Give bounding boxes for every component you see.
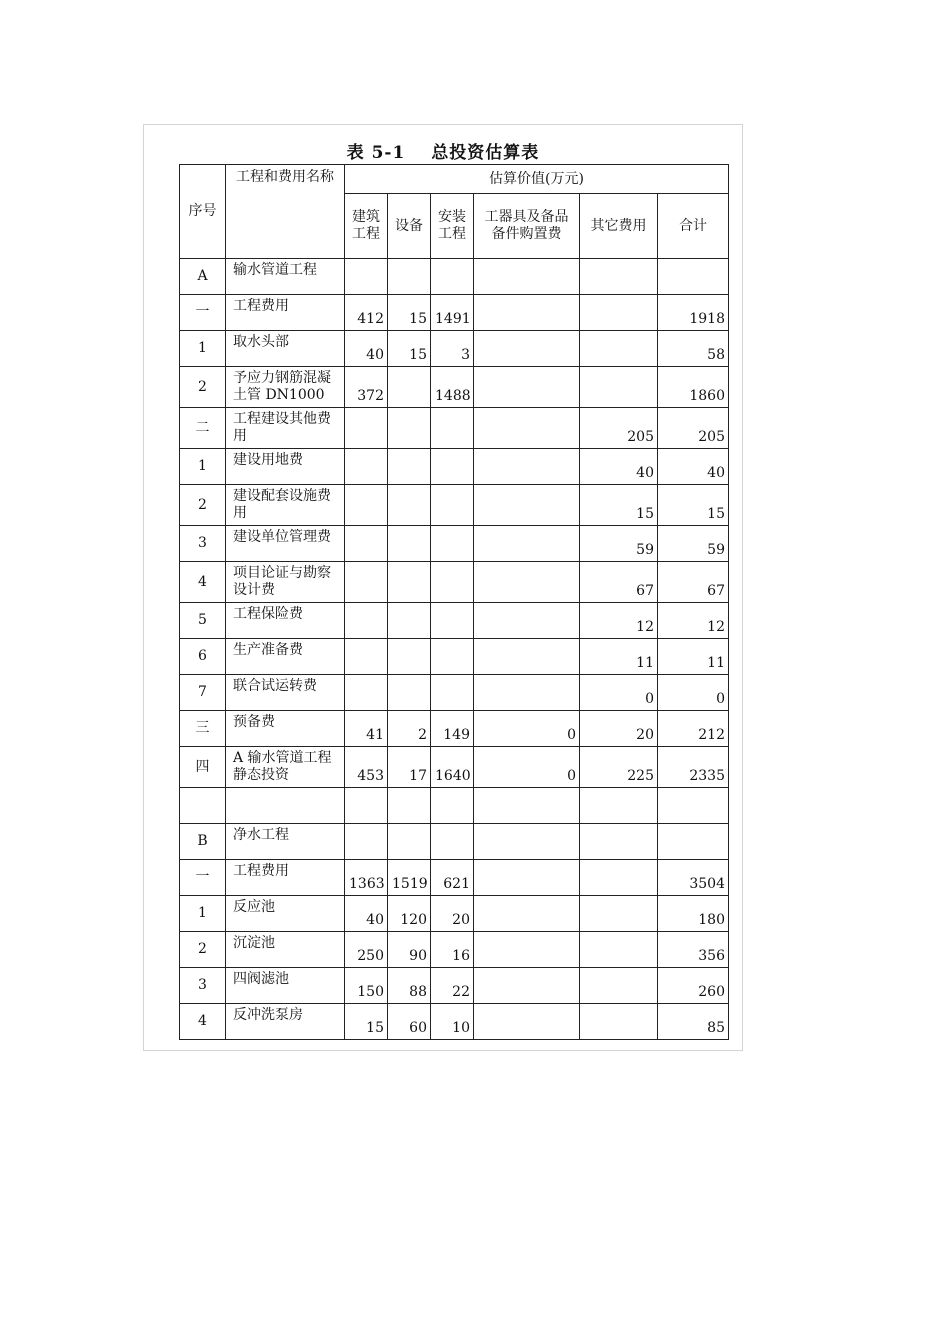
value-cell	[474, 526, 580, 562]
header-index: 序号	[180, 165, 226, 259]
row-index: 一	[180, 860, 226, 896]
value-cell: 250	[345, 932, 388, 968]
row-name-line: 用	[233, 428, 247, 444]
value-cell	[580, 367, 658, 408]
value-cell	[345, 603, 388, 639]
value-cell: 372	[345, 367, 388, 408]
value-cell: 20	[580, 711, 658, 747]
value-cell: 1363	[345, 860, 388, 896]
row-name	[226, 675, 345, 711]
value-cell: 15	[388, 331, 431, 367]
table-row	[180, 259, 729, 295]
value-cell: 1519	[388, 860, 431, 896]
table-row	[180, 1004, 729, 1040]
table-row	[180, 485, 729, 526]
value-cell	[474, 485, 580, 526]
value-cell: 60	[388, 1004, 431, 1040]
row-index: 三	[180, 711, 226, 747]
row-name	[226, 1004, 345, 1040]
value-cell: 453	[345, 747, 388, 788]
column-header	[431, 194, 474, 259]
column-header-line: 建筑	[352, 209, 380, 225]
row-index: A	[180, 259, 226, 295]
value-cell	[474, 408, 580, 449]
header-name: 工程和费用名称	[226, 165, 345, 259]
value-cell	[345, 259, 388, 295]
value-cell: 40	[345, 331, 388, 367]
row-name-line: 工程保险费	[233, 606, 303, 622]
value-cell	[474, 331, 580, 367]
row-index: 6	[180, 639, 226, 675]
row-index: 2	[180, 367, 226, 408]
row-name	[226, 449, 345, 485]
value-cell	[345, 639, 388, 675]
value-cell: 205	[580, 408, 658, 449]
value-cell	[431, 562, 474, 603]
row-name	[226, 932, 345, 968]
value-cell: 67	[658, 562, 729, 603]
value-cell	[388, 788, 431, 824]
row-name	[226, 860, 345, 896]
value-cell	[345, 449, 388, 485]
row-name	[226, 711, 345, 747]
column-header-line: 设备	[395, 217, 423, 234]
value-cell: 2335	[658, 747, 729, 788]
row-name-line: 取水头部	[233, 334, 289, 350]
value-cell	[658, 788, 729, 824]
column-header-line: 工程	[438, 226, 466, 242]
value-cell	[345, 485, 388, 526]
value-cell	[345, 675, 388, 711]
table-row	[180, 932, 729, 968]
value-cell: 621	[431, 860, 474, 896]
table-row	[180, 711, 729, 747]
value-cell: 15	[658, 485, 729, 526]
table-row	[180, 331, 729, 367]
value-cell	[474, 367, 580, 408]
value-cell: 40	[658, 449, 729, 485]
value-cell	[580, 1004, 658, 1040]
value-cell: 2	[388, 711, 431, 747]
value-cell	[431, 485, 474, 526]
value-cell: 11	[580, 639, 658, 675]
row-name	[226, 367, 345, 408]
value-cell	[474, 824, 580, 860]
value-cell: 412	[345, 295, 388, 331]
row-name	[226, 485, 345, 526]
table-row	[180, 408, 729, 449]
column-header-line: 安装	[438, 209, 466, 225]
column-header	[580, 194, 658, 259]
value-cell: 3	[431, 331, 474, 367]
row-name-line: 反冲洗泵房	[233, 1007, 303, 1023]
value-cell: 120	[388, 896, 431, 932]
value-cell	[474, 932, 580, 968]
value-cell: 15	[580, 485, 658, 526]
row-name-line: 四阀滤池	[233, 971, 289, 987]
row-index: 2	[180, 485, 226, 526]
value-cell: 59	[580, 526, 658, 562]
row-name-line: 用	[233, 505, 247, 521]
value-cell	[580, 968, 658, 1004]
row-index: 5	[180, 603, 226, 639]
row-name-line: 建设单位管理费	[233, 529, 331, 545]
value-cell	[658, 259, 729, 295]
row-name	[226, 603, 345, 639]
value-cell	[431, 449, 474, 485]
value-cell	[580, 824, 658, 860]
row-index	[180, 788, 226, 824]
row-name	[226, 824, 345, 860]
value-cell	[431, 824, 474, 860]
column-header	[474, 194, 580, 259]
row-index: 2	[180, 932, 226, 968]
value-cell: 12	[580, 603, 658, 639]
value-cell: 22	[431, 968, 474, 1004]
value-cell	[580, 860, 658, 896]
row-name-line: 反应池	[233, 899, 275, 915]
row-name-line: 净水工程	[233, 827, 289, 843]
value-cell: 11	[658, 639, 729, 675]
value-cell: 58	[658, 331, 729, 367]
table-row	[180, 896, 729, 932]
value-cell: 1488	[431, 367, 474, 408]
value-cell: 15	[388, 295, 431, 331]
column-header	[658, 194, 729, 259]
value-cell: 1640	[431, 747, 474, 788]
header-group: 估算价值(万元)	[345, 165, 729, 194]
value-cell	[431, 408, 474, 449]
row-name	[226, 896, 345, 932]
table-row	[180, 968, 729, 1004]
value-cell	[474, 449, 580, 485]
column-header-line: 合计	[679, 217, 707, 234]
row-name-line: 生产准备费	[233, 642, 303, 658]
value-cell: 1491	[431, 295, 474, 331]
value-cell	[388, 408, 431, 449]
value-cell	[474, 788, 580, 824]
column-header	[345, 194, 388, 259]
value-cell: 10	[431, 1004, 474, 1040]
value-cell	[345, 526, 388, 562]
row-index: 1	[180, 449, 226, 485]
row-name	[226, 968, 345, 1004]
row-index: 二	[180, 408, 226, 449]
value-cell	[474, 603, 580, 639]
value-cell	[388, 675, 431, 711]
value-cell: 67	[580, 562, 658, 603]
value-cell	[474, 675, 580, 711]
value-cell	[474, 896, 580, 932]
row-index: 1	[180, 331, 226, 367]
row-name-line: 工程费用	[233, 863, 289, 879]
row-name	[226, 331, 345, 367]
value-cell: 12	[658, 603, 729, 639]
row-name	[226, 788, 345, 824]
table-row	[180, 295, 729, 331]
value-cell: 150	[345, 968, 388, 1004]
row-name-line: 项目论证与勘察	[233, 565, 331, 581]
row-name	[226, 747, 345, 788]
row-name	[226, 562, 345, 603]
value-cell: 260	[658, 968, 729, 1004]
row-name-line: 联合试运转费	[233, 678, 317, 694]
value-cell	[580, 295, 658, 331]
row-name-line: 工程建设其他费	[233, 411, 331, 427]
column-header-line: 工程	[352, 226, 380, 242]
value-cell	[658, 824, 729, 860]
value-cell: 20	[431, 896, 474, 932]
value-cell	[388, 367, 431, 408]
value-cell: 40	[580, 449, 658, 485]
table-row	[180, 603, 729, 639]
value-cell	[474, 295, 580, 331]
row-index: 4	[180, 1004, 226, 1040]
value-cell	[431, 259, 474, 295]
investment-estimate-table	[179, 164, 729, 1040]
row-index: 一	[180, 295, 226, 331]
table-row	[180, 824, 729, 860]
row-index: B	[180, 824, 226, 860]
row-name	[226, 259, 345, 295]
table-row	[180, 639, 729, 675]
value-cell: 59	[658, 526, 729, 562]
row-name	[226, 526, 345, 562]
value-cell: 205	[658, 408, 729, 449]
value-cell	[388, 449, 431, 485]
value-cell: 85	[658, 1004, 729, 1040]
table-title-text: 总投资估算表	[431, 143, 540, 163]
value-cell	[388, 562, 431, 603]
row-name-line: 建设用地费	[233, 452, 303, 468]
value-cell	[474, 860, 580, 896]
table-row	[180, 788, 729, 824]
row-index: 3	[180, 526, 226, 562]
value-cell	[474, 639, 580, 675]
row-name	[226, 408, 345, 449]
table-row	[180, 860, 729, 896]
table-number: 表 5-1	[346, 143, 406, 163]
table-row	[180, 526, 729, 562]
value-cell: 225	[580, 747, 658, 788]
value-cell: 15	[345, 1004, 388, 1040]
value-cell	[345, 562, 388, 603]
value-cell	[345, 824, 388, 860]
value-cell: 0	[580, 675, 658, 711]
row-index: 4	[180, 562, 226, 603]
value-cell: 17	[388, 747, 431, 788]
value-cell	[388, 824, 431, 860]
column-header	[388, 194, 431, 259]
value-cell	[580, 788, 658, 824]
row-index: 3	[180, 968, 226, 1004]
value-cell	[388, 526, 431, 562]
value-cell: 0	[474, 711, 580, 747]
value-cell	[431, 526, 474, 562]
value-cell	[388, 603, 431, 639]
value-cell: 40	[345, 896, 388, 932]
row-index: 7	[180, 675, 226, 711]
column-header-line: 备件购置费	[491, 226, 562, 242]
value-cell: 149	[431, 711, 474, 747]
value-cell	[431, 675, 474, 711]
value-cell	[474, 968, 580, 1004]
value-cell: 90	[388, 932, 431, 968]
table-row	[180, 562, 729, 603]
value-cell	[388, 639, 431, 675]
value-cell: 0	[658, 675, 729, 711]
row-name-line: 予应力钢筋混凝	[233, 370, 331, 386]
value-cell: 1918	[658, 295, 729, 331]
table-row	[180, 367, 729, 408]
value-cell: 1860	[658, 367, 729, 408]
value-cell: 212	[658, 711, 729, 747]
column-header-line: 工器具及备品	[484, 209, 569, 225]
value-cell	[345, 408, 388, 449]
value-cell: 88	[388, 968, 431, 1004]
value-cell	[474, 1004, 580, 1040]
table-title	[143, 138, 743, 163]
value-cell: 16	[431, 932, 474, 968]
row-name-line: 设计费	[233, 582, 275, 598]
value-cell	[474, 562, 580, 603]
value-cell: 3504	[658, 860, 729, 896]
column-header-line: 其它费用	[590, 217, 647, 234]
row-index: 1	[180, 896, 226, 932]
row-name-line: A 输水管道工程	[233, 750, 332, 766]
row-name-line: 建设配套设施费	[233, 488, 331, 504]
row-name-line: 静态投资	[233, 767, 289, 783]
value-cell	[431, 603, 474, 639]
value-cell	[388, 259, 431, 295]
row-name	[226, 639, 345, 675]
row-name-line: 土管 DN1000	[233, 387, 325, 403]
row-name-line: 输水管道工程	[233, 262, 317, 278]
value-cell	[388, 485, 431, 526]
row-name	[226, 295, 345, 331]
value-cell	[580, 932, 658, 968]
value-cell	[580, 896, 658, 932]
table-row	[180, 675, 729, 711]
value-cell	[431, 788, 474, 824]
value-cell	[431, 639, 474, 675]
row-index: 四	[180, 747, 226, 788]
row-name-line: 工程费用	[233, 298, 289, 314]
value-cell	[474, 259, 580, 295]
value-cell	[580, 259, 658, 295]
value-cell: 180	[658, 896, 729, 932]
row-name-line: 预备费	[233, 714, 275, 730]
value-cell: 356	[658, 932, 729, 968]
row-name-line: 沉淀池	[233, 935, 275, 951]
value-cell	[580, 331, 658, 367]
value-cell: 41	[345, 711, 388, 747]
table-row	[180, 449, 729, 485]
value-cell	[345, 788, 388, 824]
table-row	[180, 747, 729, 788]
value-cell: 0	[474, 747, 580, 788]
